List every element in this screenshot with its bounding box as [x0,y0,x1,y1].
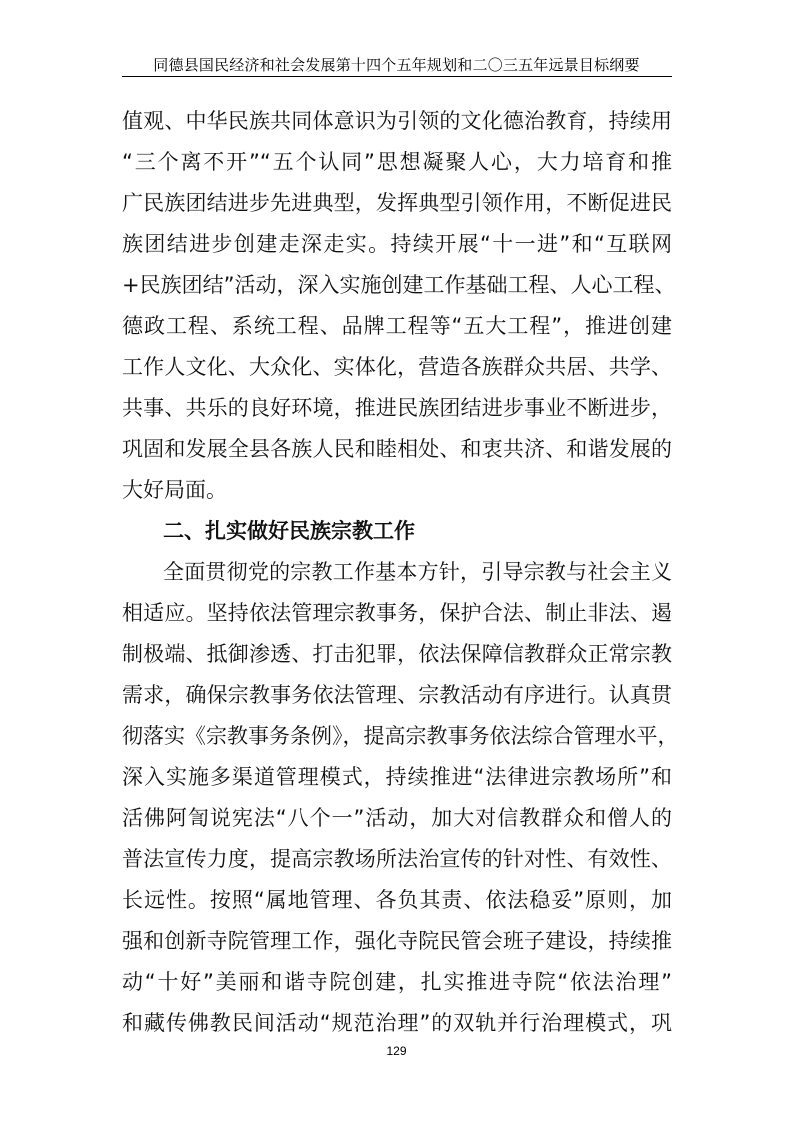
paragraph-line: 族团结进步创建走深走实。持续开展“十一进”和“互联网 [122,232,672,256]
section-heading: 二、扎实做好民族宗教工作 [163,519,415,543]
running-header: 同德县国民经济和社会发展第十四个五年规划和二〇三五年远景目标纲要 [153,56,640,74]
paragraph-line: 大好局面。 [122,478,227,502]
paragraph-line: 工作人文化、大众化、实体化，营造各族群众共居、共学、 [122,355,672,379]
paragraph-line: 强和创新寺院管理工作，强化寺院民管会班子建设，持续推 [122,929,672,953]
header-divider [122,76,672,77]
paragraph-line: 值观、中华民族共同体意识为引领的文化德治教育，持续用 [122,109,672,133]
paragraph-line: 广民族团结进步先进典型，发挥典型引领作用，不断促进民 [122,191,672,215]
paragraph-line: 共事、共乐的良好环境，推进民族团结进步事业不断进步， [122,396,672,420]
paragraph-line: 德政工程、系统工程、品牌工程等“五大工程”，推进创建 [122,314,672,338]
paragraph-line: 和藏传佛教民间活动“规范治理”的双轨并行治理模式，巩 [122,1011,672,1035]
paragraph-line: 需求，确保宗教事务依法管理、宗教活动有序进行。认真贯 [122,683,672,707]
paragraph-line: 动“十好”美丽和谐寺院创建，扎实推进寺院“依法治理” [122,970,672,994]
page-number: 129 [386,1044,407,1058]
paragraph-line: 制极端、抵御渗透、打击犯罪，依法保障信教群众正常宗教 [122,642,672,666]
paragraph-line: 深入实施多渠道管理模式，持续推进“法律进宗教场所”和 [122,765,672,789]
paragraph-line: 长远性。按照“属地管理、各负其责、依法稳妥”原则，加 [122,888,672,912]
paragraph-line: 普法宣传力度，提高宗教场所法治宣传的针对性、有效性、 [122,847,672,871]
paragraph-line: “三个离不开”“五个认同”思想凝聚人心，大力培育和推 [122,150,672,174]
paragraph-line: 全面贯彻党的宗教工作基本方针，引导宗教与社会主义 [163,560,672,584]
paragraph-line: 巩固和发展全县各族人民和睦相处、和衷共济、和谐发展的 [122,437,672,461]
paragraph-line: +民族团结”活动，深入实施创建工作基础工程、人心工程、 [122,273,676,297]
paragraph-line: 彻落实《宗教事务条例》，提高宗教事务依法综合管理水平， [122,724,679,748]
paragraph-line: 活佛阿訇说宪法“八个一”活动，加大对信教群众和僧人的 [122,806,672,830]
paragraph-line: 相适应。坚持依法管理宗教事务，保护合法、制止非法、遏 [122,601,672,625]
